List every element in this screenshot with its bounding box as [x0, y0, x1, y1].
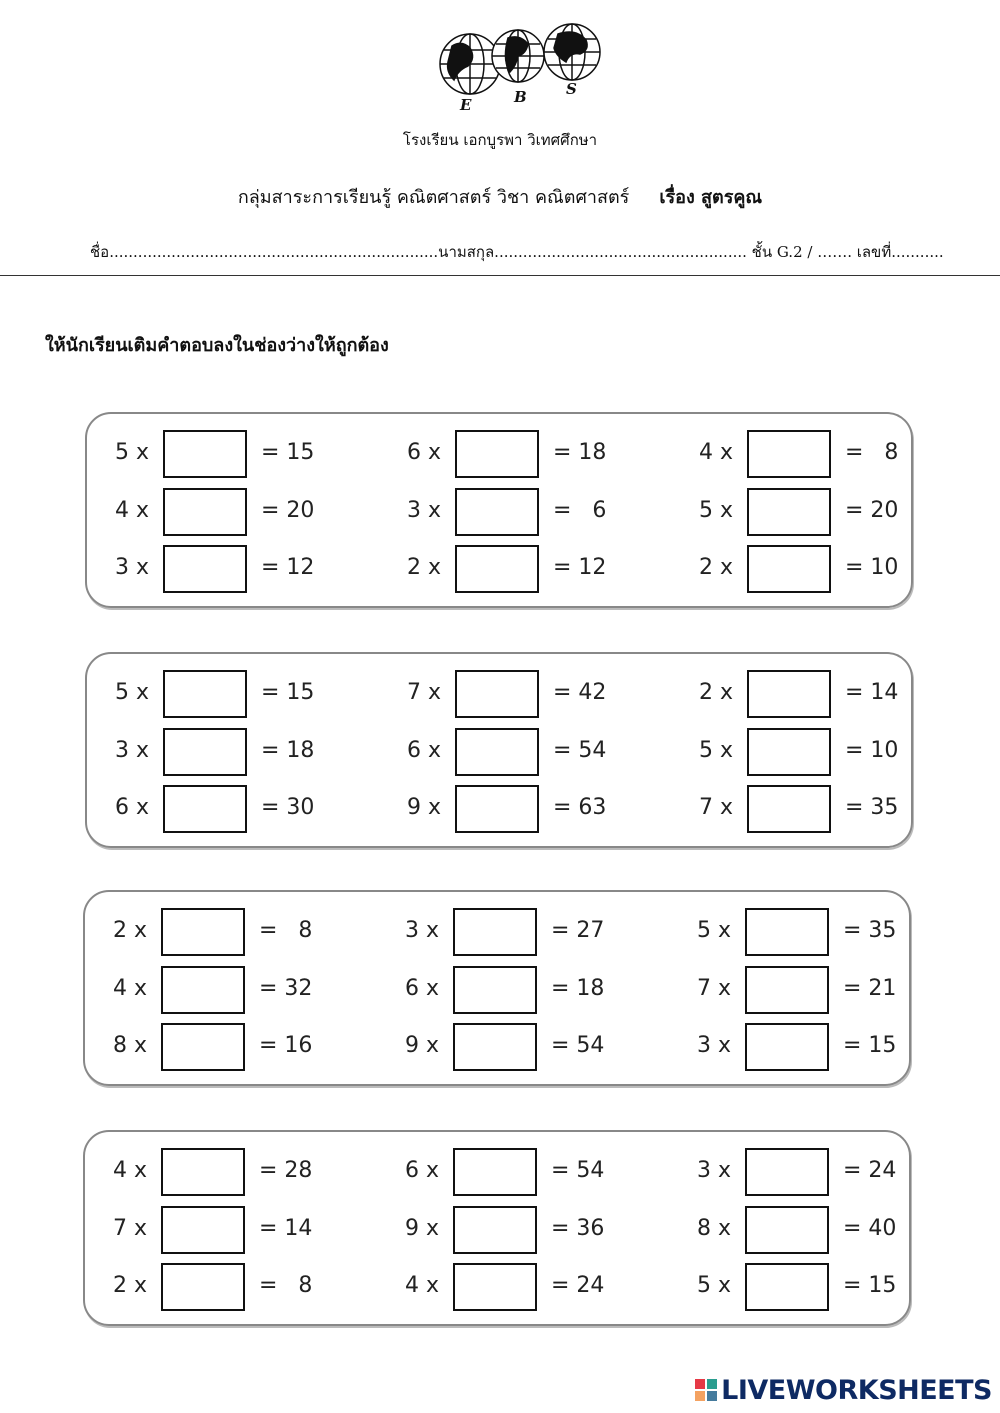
- product-label: = 24: [843, 1158, 897, 1183]
- product-label: = 15: [261, 680, 315, 705]
- product-label: = 54: [551, 1158, 605, 1183]
- answer-box[interactable]: [453, 1148, 537, 1196]
- multiplicand-label: 7 x: [699, 795, 734, 820]
- answer-box[interactable]: [745, 1263, 829, 1311]
- product-label: = 42: [553, 680, 607, 705]
- problem-row: [85, 908, 909, 956]
- answer-box[interactable]: [161, 1148, 245, 1196]
- answer-box[interactable]: [163, 488, 247, 536]
- product-label: = 10: [845, 738, 899, 763]
- school-name: โรงเรียน เอกบูรพา วิเทศศึกษา: [402, 131, 598, 149]
- answer-box[interactable]: [163, 430, 247, 478]
- globe-icon-middle: [492, 30, 544, 82]
- answer-box[interactable]: [453, 966, 537, 1014]
- product-label: = 20: [261, 498, 315, 523]
- product-label: = 35: [845, 795, 899, 820]
- problem-row: [87, 545, 911, 593]
- answer-box[interactable]: [455, 545, 539, 593]
- multiplicand-label: 8 x: [697, 1216, 732, 1241]
- problem-row: [85, 1206, 909, 1254]
- answer-box[interactable]: [163, 785, 247, 833]
- problem-row: [87, 670, 911, 718]
- product-label: = 32: [259, 976, 313, 1001]
- answer-box[interactable]: [745, 908, 829, 956]
- multiplicand-label: 5 x: [699, 498, 734, 523]
- answer-box[interactable]: [747, 488, 831, 536]
- product-label: = 10: [845, 555, 899, 580]
- exercise-panel-1: [85, 412, 913, 608]
- answer-box[interactable]: [453, 1206, 537, 1254]
- answer-box[interactable]: [161, 1263, 245, 1311]
- liveworksheets-logo-icon: [695, 1379, 717, 1401]
- liveworksheets-watermark: [695, 1373, 992, 1407]
- multiplicand-label: 4 x: [113, 1158, 148, 1183]
- exercise-panel-2: [85, 652, 913, 848]
- multiplicand-label: 3 x: [697, 1158, 732, 1183]
- topic-title: เรื่อง สูตรคูณ: [659, 187, 763, 208]
- product-label: = 6: [553, 498, 607, 523]
- answer-box[interactable]: [747, 670, 831, 718]
- problem-row: [85, 966, 909, 1014]
- multiplicand-label: 5 x: [697, 918, 732, 943]
- multiplicand-label: 2 x: [699, 555, 734, 580]
- multiplicand-label: 7 x: [113, 1216, 148, 1241]
- product-label: = 20: [845, 498, 899, 523]
- multiplicand-label: 9 x: [405, 1033, 440, 1058]
- logo-letter-e: E: [460, 96, 472, 114]
- answer-box[interactable]: [745, 1148, 829, 1196]
- subject-group: กลุ่มสาระการเรียนรู้ คณิตศาสตร์ วิชา คณิตศาสตร์: [237, 187, 630, 208]
- answer-box[interactable]: [455, 670, 539, 718]
- product-label: = 18: [553, 440, 607, 465]
- answer-box[interactable]: [747, 430, 831, 478]
- multiplicand-label: 6 x: [115, 795, 150, 820]
- problem-row: [85, 1263, 909, 1311]
- multiplicand-label: 5 x: [697, 1273, 732, 1298]
- product-label: = 16: [259, 1033, 313, 1058]
- school-logo: [430, 22, 615, 117]
- globe-icon-right: [544, 24, 600, 80]
- answer-box[interactable]: [745, 966, 829, 1014]
- answer-box[interactable]: [455, 430, 539, 478]
- multiplicand-label: 6 x: [405, 1158, 440, 1183]
- answer-box[interactable]: [161, 908, 245, 956]
- product-label: = 14: [259, 1216, 313, 1241]
- multiplicand-label: 2 x: [113, 1273, 148, 1298]
- answer-box[interactable]: [163, 728, 247, 776]
- logo-letter-s: S: [566, 80, 577, 98]
- multiplicand-label: 3 x: [115, 738, 150, 763]
- multiplicand-label: 4 x: [405, 1273, 440, 1298]
- product-label: = 30: [261, 795, 315, 820]
- problem-row: [87, 785, 911, 833]
- multiplicand-label: 7 x: [697, 976, 732, 1001]
- product-label: = 18: [261, 738, 315, 763]
- exercise-panel-3: [83, 890, 911, 1086]
- answer-box[interactable]: [161, 1206, 245, 1254]
- answer-box[interactable]: [745, 1206, 829, 1254]
- product-label: = 35: [843, 918, 897, 943]
- product-label: = 28: [259, 1158, 313, 1183]
- product-label: = 40: [843, 1216, 897, 1241]
- answer-box[interactable]: [747, 785, 831, 833]
- answer-box[interactable]: [163, 545, 247, 593]
- product-label: = 15: [843, 1273, 897, 1298]
- multiplicand-label: 5 x: [115, 440, 150, 465]
- answer-box[interactable]: [453, 1263, 537, 1311]
- answer-box[interactable]: [455, 728, 539, 776]
- product-label: = 8: [259, 918, 313, 943]
- multiplicand-label: 5 x: [115, 680, 150, 705]
- multiplicand-label: 7 x: [407, 680, 442, 705]
- answer-box[interactable]: [161, 1023, 245, 1071]
- problem-row: [87, 488, 911, 536]
- multiplicand-label: 6 x: [407, 440, 442, 465]
- instruction-text: ให้นักเรียนเติมคำตอบลงในช่องว่างให้ถูกต้อง: [45, 335, 389, 356]
- answer-box[interactable]: [747, 728, 831, 776]
- watermark-text: LIVEWORKSHEETS: [721, 1374, 992, 1406]
- problem-row: [85, 1148, 909, 1196]
- product-label: = 12: [261, 555, 315, 580]
- product-label: = 54: [553, 738, 607, 763]
- multiplicand-label: 3 x: [697, 1033, 732, 1058]
- problem-row: [85, 1023, 909, 1071]
- answer-box[interactable]: [455, 785, 539, 833]
- product-label: = 8: [845, 440, 899, 465]
- multiplicand-label: 4 x: [113, 976, 148, 1001]
- multiplicand-label: 3 x: [405, 918, 440, 943]
- product-label: = 27: [551, 918, 605, 943]
- product-label: = 15: [843, 1033, 897, 1058]
- multiplicand-label: 2 x: [699, 680, 734, 705]
- product-label: = 18: [551, 976, 605, 1001]
- multiplicand-label: 4 x: [115, 498, 150, 523]
- product-label: = 12: [553, 555, 607, 580]
- subject-line: [0, 182, 1000, 211]
- answer-box[interactable]: [745, 1023, 829, 1071]
- logo-letter-b: B: [514, 88, 527, 106]
- student-info-line: ชื่อ.....................................................................นามสกุล..................................................... ชั้น G.2 / ……. เลขที่...........: [90, 243, 944, 261]
- product-label: = 54: [551, 1033, 605, 1058]
- answer-box[interactable]: [455, 488, 539, 536]
- multiplicand-label: 4 x: [699, 440, 734, 465]
- answer-box[interactable]: [453, 908, 537, 956]
- answer-box[interactable]: [453, 1023, 537, 1071]
- product-label: = 63: [553, 795, 607, 820]
- header-divider: [0, 275, 1000, 276]
- multiplicand-label: 2 x: [113, 918, 148, 943]
- multiplicand-label: 9 x: [405, 1216, 440, 1241]
- product-label: = 15: [261, 440, 315, 465]
- product-label: = 24: [551, 1273, 605, 1298]
- globe-icon-left: [440, 34, 500, 94]
- exercise-panel-4: [83, 1130, 911, 1326]
- answer-box[interactable]: [747, 545, 831, 593]
- product-label: = 36: [551, 1216, 605, 1241]
- answer-box[interactable]: [161, 966, 245, 1014]
- multiplicand-label: 3 x: [407, 498, 442, 523]
- multiplicand-label: 3 x: [115, 555, 150, 580]
- product-label: = 14: [845, 680, 899, 705]
- multiplicand-label: 9 x: [407, 795, 442, 820]
- multiplicand-label: 6 x: [407, 738, 442, 763]
- multiplicand-label: 6 x: [405, 976, 440, 1001]
- problem-row: [87, 728, 911, 776]
- multiplicand-label: 5 x: [699, 738, 734, 763]
- problem-row: [87, 430, 911, 478]
- multiplicand-label: 8 x: [113, 1033, 148, 1058]
- multiplicand-label: 2 x: [407, 555, 442, 580]
- product-label: = 8: [259, 1273, 313, 1298]
- product-label: = 21: [843, 976, 897, 1001]
- answer-box[interactable]: [163, 670, 247, 718]
